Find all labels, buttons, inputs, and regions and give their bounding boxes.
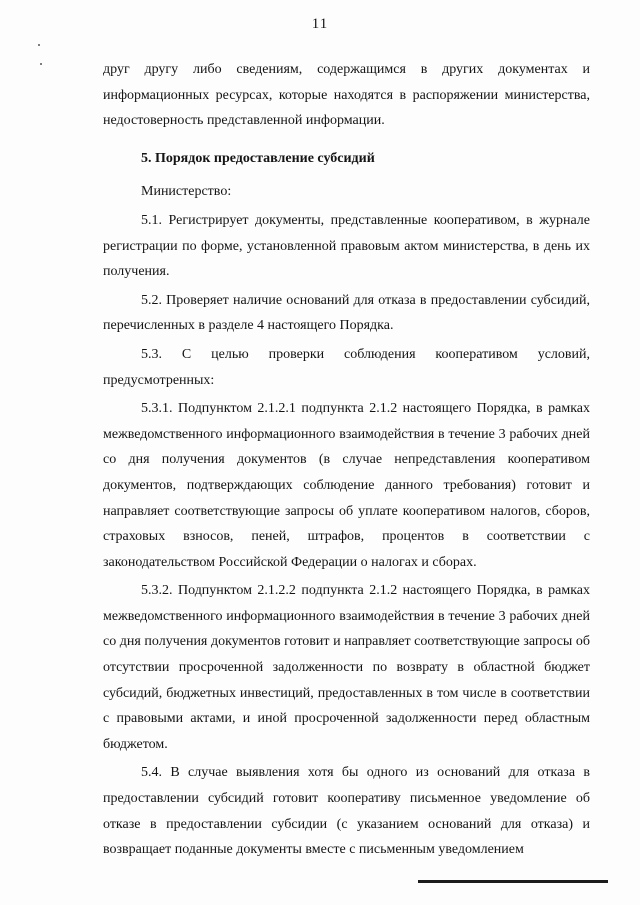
paragraph-5-4: 5.4. В случае выявления хотя бы одного из оснований для отказа в предоставлении субсидий готовит кооперативу письменное уведомление об отказе в предоставлении субсидии (с указанием оснований для отказа) и возвращает поданные документы вместе с письменным уведомлением: [103, 765, 590, 858]
paragraph-5-3-2: 5.3.2. Подпунктом 2.1.2.2 подпункта 2.1.2 настоящего Порядка, в рамках межведомственного информационного взаимодействия в течение 3 рабочих дней со дня получения документов готовит и направляет соответствующие запросы об отсутствии просроченной задолженности по возврату в областной бюджет субсидий, бюджетных инвестиций, предоставленных в том числе в соответствии с правовыми актами, и иной просроченной задолженности перед областным бюджетом.: [103, 583, 590, 752]
paragraph-5-3-1: 5.3.1. Подпунктом 2.1.2.1 подпункта 2.1.2 настоящего Порядка, в рамках межведомственного информационного взаимодействия в течение 3 рабочих дней со дня получения документов (в случае непредставления кооперативом документов, подтверждающих соблюдение данного требования) готовит и направляет соответствующие запросы об уплате кооперативом налогов, сборов, страховых взносов, пеней, штрафов, процентов в соответствии с законодательством Российской Федерации о налогах и сборах.: [103, 401, 590, 570]
scan-speck: [40, 63, 42, 65]
document-body: [103, 57, 590, 863]
paragraph-5-1: 5.1. Регистрирует документы, представленные кооперативом, в журнале регистрации по форме, установленной правовым актом министерства, в день их получения.: [103, 212, 590, 280]
footer-rule: [418, 880, 608, 883]
paragraph-5-3: 5.3. С целью проверки соблюдения кооперативом условий, предусмотренных:: [103, 346, 590, 388]
paragraph-ministry: Министерство:: [141, 184, 232, 200]
page-number: 11: [311, 16, 329, 32]
paragraph-continuation: друг другу либо сведениям, содержащимся в других документах и информационных ресурсах, которые находятся в распоряжении министерства, недостоверность представленной информации.: [103, 62, 590, 129]
scan-speck: [38, 44, 40, 46]
section-heading: 5. Порядок предоставление субсидий: [141, 150, 375, 166]
paragraph-5-2: 5.2. Проверяет наличие оснований для отказа в предоставлении субсидий, перечисленных в разделе 4 настоящего Порядка.: [103, 292, 590, 334]
